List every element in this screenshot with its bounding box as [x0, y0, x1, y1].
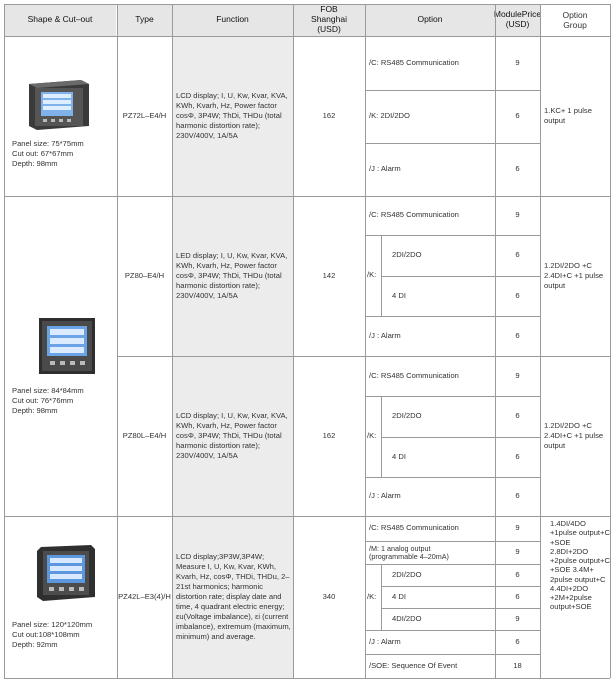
- option-label: /J : Alarm: [369, 330, 401, 340]
- option-group-cell: [544, 196, 608, 356]
- type-cell: PZ72L–E4/H: [122, 110, 167, 120]
- header-fob: FOB Shanghai (USD): [293, 4, 365, 36]
- option-price: 6: [515, 451, 520, 461]
- header-module-price: ModulePrice (USD): [495, 4, 540, 36]
- option-label: /C: RS485 Communication: [369, 370, 459, 380]
- suboption-label: 4DI/2DO: [392, 613, 422, 623]
- function-text: LED display; I, U, Kw, Kvar, KVA, KWh, Kvarh, Hz, Power factor cosΦ, 3P4W; ThDi, THDu (total harmonic distortion rate); 230V/400V, 1A/5A: [176, 250, 288, 301]
- header-option: Option: [365, 4, 495, 36]
- option-label: /M: 1 analog output (programmable 4–20mA): [369, 543, 449, 561]
- depth: Depth: 92mm: [12, 640, 58, 649]
- option-price: 6: [515, 491, 520, 501]
- header-type: Type: [117, 4, 172, 36]
- option-group-text: 1.KC+ 1 pulse output: [544, 105, 592, 125]
- option-label: /SOE: Sequence Of Event: [369, 660, 458, 670]
- suboption-label: 2DI/2DO: [392, 250, 422, 260]
- depth: Depth: 98mm: [12, 406, 58, 415]
- option-group-cell: [544, 36, 608, 196]
- fob-cell: 142: [322, 270, 336, 280]
- function-cell: [176, 196, 291, 356]
- fob-cell: 162: [322, 110, 336, 120]
- function-text: LCD display; I, U, Kw, Kvar, KVA, KWh, Kvarh, Hz, Power factor cosΦ, 3P4W; ThDi, THDu (total harmonic distortion rate); 230V/400V, 1A/5A: [176, 90, 288, 141]
- option-label: /J : Alarm: [369, 491, 401, 501]
- option-label: /J : Alarm: [369, 164, 401, 174]
- cut-out: Cut out: 67*67mm: [12, 149, 74, 158]
- option-price: 6: [515, 250, 520, 260]
- option-price: 9: [515, 613, 520, 623]
- function-cell: [176, 356, 291, 516]
- depth: Depth: 98mm: [12, 159, 58, 168]
- option-label: /K:: [367, 591, 377, 601]
- header-option-group: Option Group: [562, 9, 588, 30]
- function-text: LCD display; I, U, Kw, Kvar, KVA, KWh, Kvarh, Hz, Power factor cosΦ, 3P4W; ThDi, THDu (total harmonic distortion rate); 230V/400V, 1A/5A: [176, 410, 288, 461]
- device-image-pz80: [37, 316, 97, 376]
- option-price: 6: [515, 569, 520, 579]
- fob-cell: 162: [322, 430, 336, 440]
- header-shape: Shape & Cut–out: [4, 4, 116, 36]
- option-price: 6: [515, 591, 520, 601]
- panel-size: Panel size: 84*84mm: [12, 386, 84, 395]
- option-group-text: 1.2DI/2DO +C 2.4DI+C +1 pulse output: [544, 260, 604, 290]
- panel-size: Panel size: 75*75mm: [12, 139, 84, 148]
- suboption-label: 4 DI: [392, 451, 406, 461]
- type-cell: PZ80L–E4/H: [122, 430, 167, 440]
- type-cell: PZ80–E4/H: [124, 270, 165, 280]
- device-image-pz72l: [23, 76, 95, 132]
- option-group-text: 1.4DI/4DO +1pulse output+C +SOE 2.8DI+2DO +2pulse output+C +SOE 3.4M+ 2pulse output+C 4.4DI+2DO +2M+2pulse output+SOE: [550, 519, 610, 612]
- type-cell: PZ42L–E3(4)/H: [118, 591, 171, 601]
- option-label: /K:: [367, 270, 377, 280]
- option-group-cell: [544, 356, 608, 516]
- option-price: 6: [515, 164, 520, 174]
- function-text: LCD display;3P3W,3P4W; Measure I, U, Kw, Kvar, KWh, Kvarh, Hz, cosΦ, THDi, THDu, 2–21st harmonics; harmonic distortion rate; display date and time, 4 quadrant electric energy; εu(Voltage imbalance), εi (current imbalance), extremum (maximum, minimum) and average.: [176, 551, 291, 642]
- option-price: 6: [515, 636, 520, 646]
- cut-out: Cut out:108*108mm: [12, 630, 80, 639]
- panel-size: Panel size: 120*120mm: [12, 620, 93, 629]
- option-price: 9: [515, 57, 520, 67]
- option-label: /C: RS485 Communication: [369, 57, 459, 67]
- option-label: /C: RS485 Communication: [369, 210, 459, 220]
- option-price: 9: [515, 523, 520, 533]
- option-label: /K:: [367, 431, 377, 441]
- option-group-cell: [550, 519, 610, 675]
- option-price: 6: [515, 330, 520, 340]
- option-price: 9: [515, 370, 520, 380]
- suboption-label: 4 DI: [392, 591, 406, 601]
- suboption-label: 2DI/2DO: [392, 569, 422, 579]
- cut-out: Cut out: 76*76mm: [12, 396, 74, 405]
- suboption-label: 2DI/2DO: [392, 411, 422, 421]
- fob-cell: 340: [322, 591, 336, 601]
- option-price: 6: [515, 290, 520, 300]
- option-price: 9: [515, 210, 520, 220]
- option-price: 6: [515, 111, 520, 121]
- suboption-label: 4 DI: [392, 290, 406, 300]
- header-function: Function: [172, 4, 293, 36]
- option-group-text: 1.2DI/2DO +C 2.4DI+C +1 pulse output: [544, 420, 604, 450]
- function-cell: [176, 36, 291, 196]
- option-price: 9: [515, 547, 520, 557]
- option-price: 6: [515, 411, 520, 421]
- device-image-pz42l: [33, 543, 97, 603]
- option-price: 18: [513, 660, 522, 670]
- option-label: /J : Alarm: [369, 636, 401, 646]
- option-label: /C: RS485 Communication: [369, 523, 459, 533]
- function-cell: [176, 516, 292, 678]
- option-label: /K: 2DI/2DO: [369, 111, 410, 121]
